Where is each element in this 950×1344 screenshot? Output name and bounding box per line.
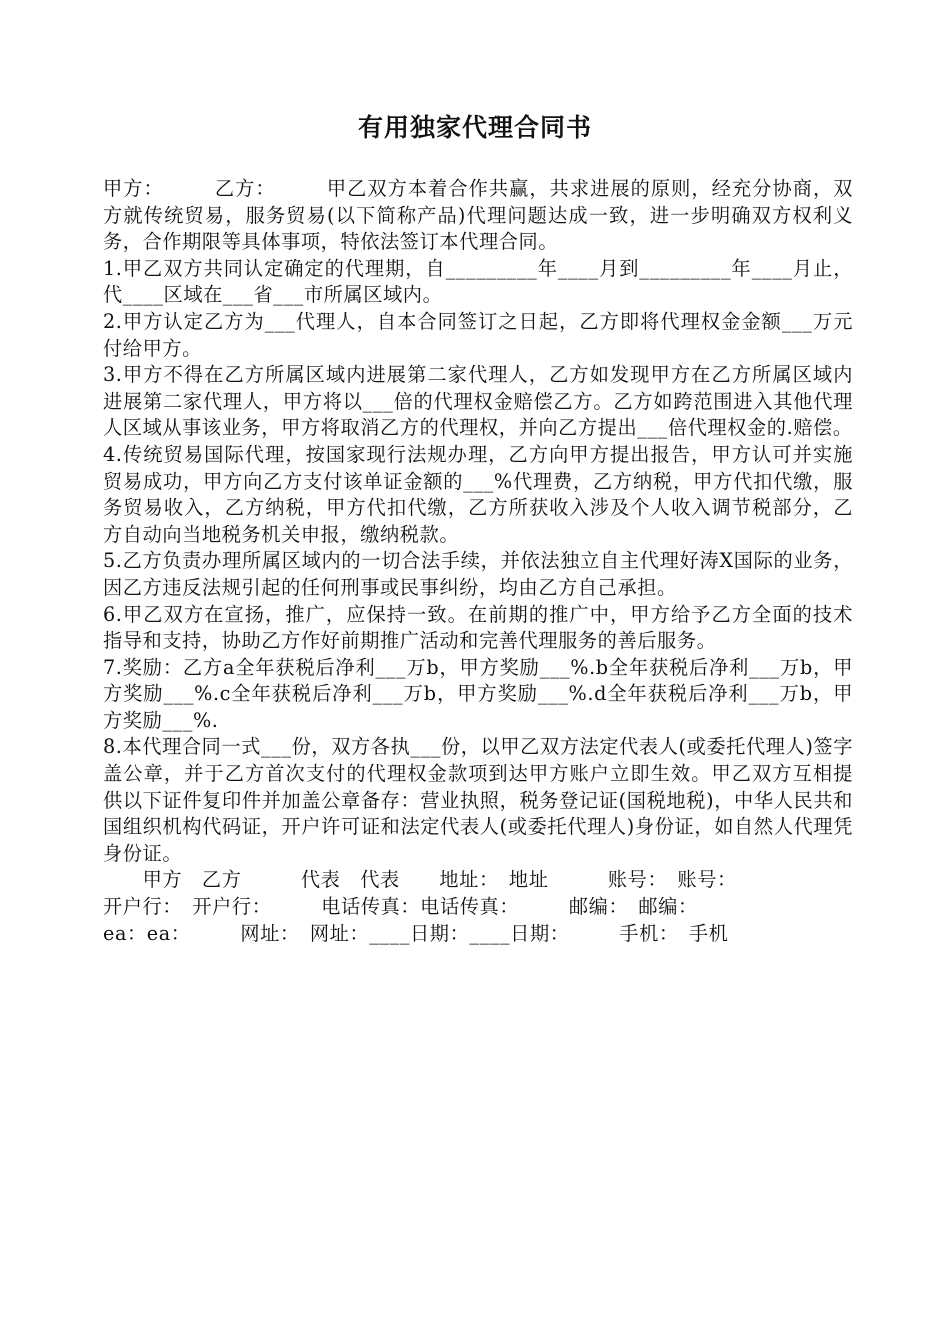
signature-line-2: 开户行： 开户行： 电话传真：电话传真： 邮编： 邮编： [103,895,698,919]
clause-5: 5.乙方负责办理所属区域内的一切合法手续，并依法独立自主代理好涛X国际的业务，因乙方违反法规引起的任何刑事或民事纠纷，均由乙方自己承担。 [103,549,853,599]
signature-line-3: ea：ea： 网址： 网址：____日期：____日期： 手机： 手机 [103,921,729,945]
clause-3: 3.甲方不得在乙方所属区域内进展第二家代理人，乙方如发现甲方在乙方所属区域内进展第二家代理人，甲方将以___倍的代理权金赔偿乙方。乙方如跨范围进入其他代理人区域从事该业务，甲方将取消乙方的代理权，并向乙方提出___倍代理权金的.赔偿。 [103,363,853,440]
clause-2: 2.甲方认定乙方为___代理人，自本合同签订之日起，乙方即将代理权金金额___万元付给甲方。 [103,309,853,360]
clause-8: 8.本代理合同一式___份，双方各执___份，以甲乙双方法定代表人(或委托代理人)签字盖公章，并于乙方首次支付的代理权金款项到达甲方账户立即生效。甲乙双方互相提供以下证件复印件并加盖公章备存：营业执照，税务登记证(国税地税)，中华人民共和国组织机构代码证，开户许可证和法定代表人(或委托代理人)身份证，如自然人代理凭身份证。 [103,735,853,865]
intro-paragraph: 甲方： 乙方： 甲乙双方本着合作共赢，共求进展的原则，经充分协商，双方就传统贸易，服务贸易(以下简称产品)代理问题达成一致，进一步明确双方权利义务，合作期限等具体事项，特依法签订本代理合同。 [103,177,853,254]
contract-body [103,176,853,947]
clause-1: 1.甲乙双方共同认定确定的代理期，自_________年____月到_________年____月止，代____区域在___省___市所属区域内。 [103,256,853,307]
clause-4: 4.传统贸易国际代理，按国家现行法规办理，乙方向甲方提出报告，甲方认可并实施贸易成功，甲方向乙方支付该单证金额的___%代理费，乙方纳税，甲方代扣代缴，服务贸易收入，乙方纳税，甲方代扣代缴，乙方所获收入涉及个人收入调节税部分，乙方自动向当地税务机关申报，缴纳税款。 [103,442,853,546]
document-title: 有用独家代理合同书 [357,113,592,142]
signature-line-1: 甲方 乙方 代表 代表 地址： 地址 账号： 账号： [103,868,737,892]
clause-6: 6.甲乙双方在宣扬，推广，应保持一致。在前期的推广中，甲方给予乙方全面的技术指导和支持，协助乙方作好前期推广活动和完善代理服务的善后服务。 [103,602,853,653]
clause-7: 7.奖励：乙方a全年获税后净利___万b，甲方奖励___%.b全年获税后净利___万b，甲方奖励___%.c全年获税后净利___万b，甲方奖励___%.d全年获税后净利___万b，甲方奖励___%. [103,655,853,732]
